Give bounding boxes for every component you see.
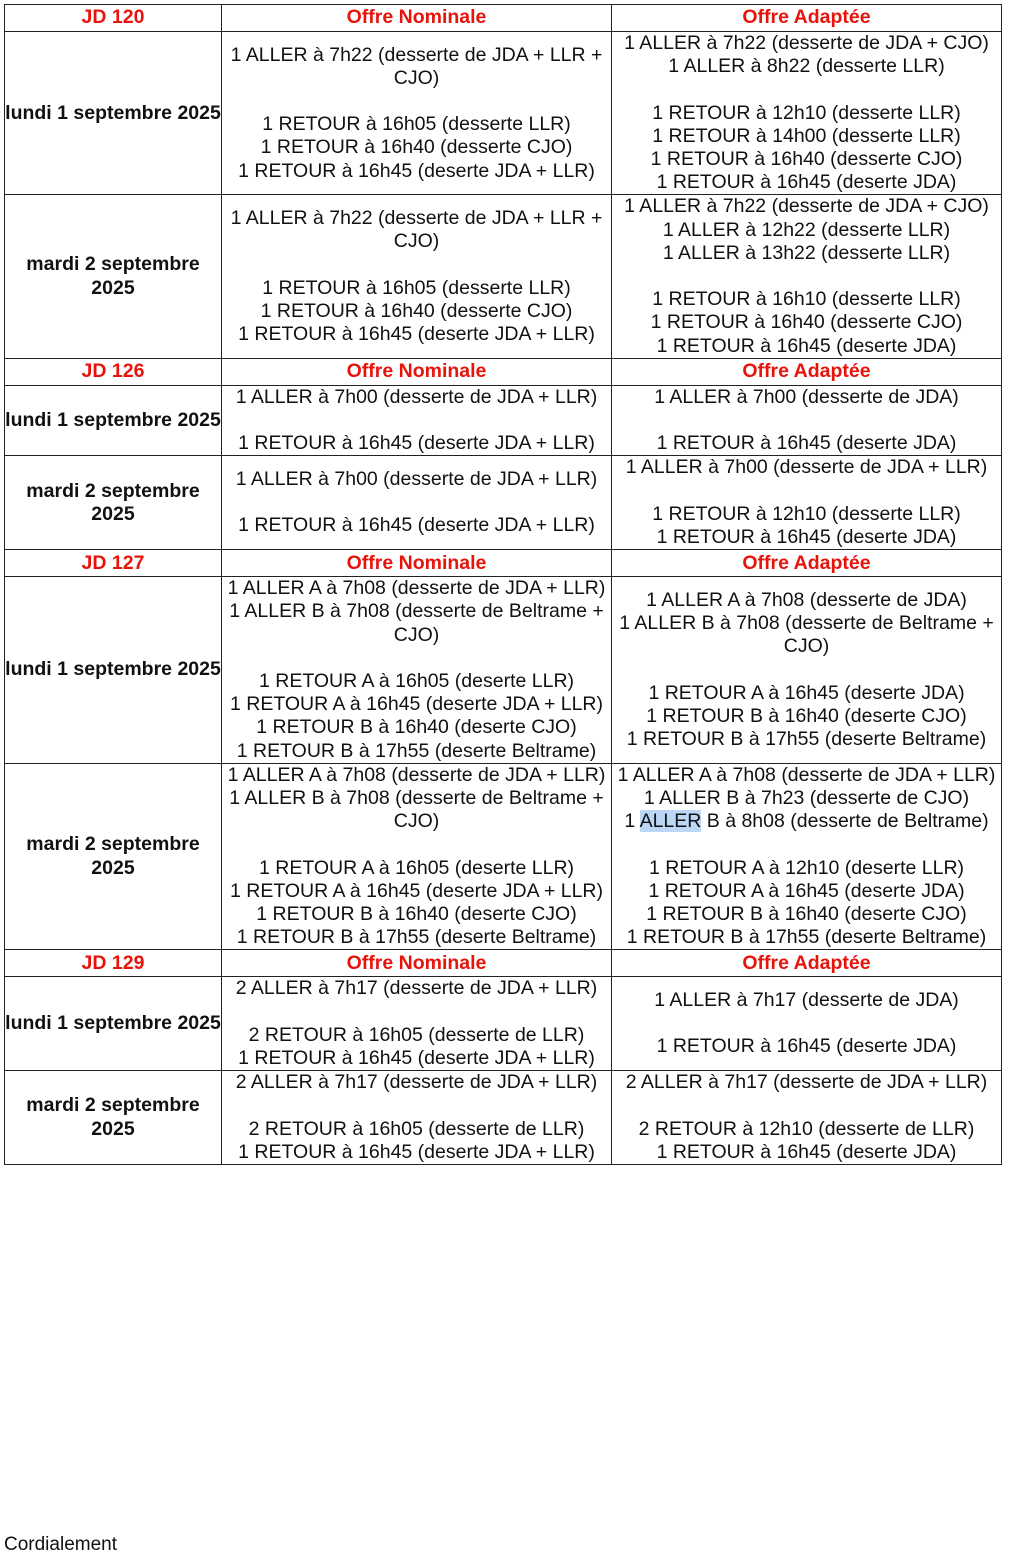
trip-line: 1 RETOUR à 16h45 (deserte JDA) — [656, 526, 957, 548]
day-label: lundi 1 septembre 2025 — [5, 977, 222, 1071]
trip-line: 1 RETOUR à 16h45 (deserte JDA + LLR) — [238, 514, 595, 537]
trip-line: 1 RETOUR B à 16h40 (deserte CJO) — [646, 903, 967, 926]
trip-line: 1 ALLER à 7h17 (desserte de JDA) — [654, 989, 959, 1012]
trip-line: 1 ALLER A à 7h08 (desserte de JDA + LLR) — [227, 763, 606, 786]
trip-line: 1 ALLER à 7h22 (desserte de JDA + CJO) — [624, 32, 989, 54]
day-row — [5, 1071, 1002, 1165]
trip-line: 1 ALLER B à 7h23 (desserte de CJO) — [643, 787, 970, 810]
trip-line: 1 RETOUR à 16h45 (deserte JDA + LLR) — [238, 323, 595, 345]
nominal-offer-cell — [222, 1071, 612, 1165]
adapted-offer-header: Offre Adaptée — [612, 5, 1002, 32]
trip-line: 1 RETOUR B à 16h40 (deserte CJO) — [646, 704, 967, 727]
trip-line: 1 ALLER à 8h22 (desserte LLR) — [668, 55, 945, 78]
adapted-offer-cell — [612, 32, 1002, 195]
spacer — [222, 1094, 611, 1117]
trip-line: 1 RETOUR A à 16h45 (deserte JDA) — [648, 681, 965, 704]
nominal-offer-cell — [222, 977, 612, 1071]
trip-line: 2 ALLER à 7h17 (desserte de JDA + LLR) — [235, 1071, 598, 1094]
adapted-offer-cell — [612, 456, 1002, 550]
trip-line: 1 RETOUR A à 16h45 (deserte JDA + LLR) — [229, 693, 604, 716]
day-row — [5, 577, 1002, 764]
day-row — [5, 385, 1002, 456]
nominal-offer-cell — [222, 763, 612, 950]
nominal-offer-header: Offre Nominale — [222, 5, 612, 32]
trip-line: 1 ALLER à 12h22 (desserte LLR) — [662, 218, 951, 241]
trip-line: 1 ALLER B à 7h08 (desserte de Beltrame + CJO) — [229, 787, 604, 833]
trip-line: 2 ALLER à 7h17 (desserte de JDA + LLR) — [235, 977, 598, 1000]
trip-line: 1 RETOUR A à 16h45 (deserte JDA) — [648, 879, 965, 902]
trip-line: 1 RETOUR B à 17h55 (deserte Beltrame) — [236, 926, 597, 949]
trip-line: 1 RETOUR à 16h45 (deserte JDA) — [656, 1035, 957, 1058]
spacer — [222, 253, 611, 276]
nominal-offer-cell — [222, 456, 612, 550]
trip-line: 1 ALLER B à 7h08 (desserte de Beltrame + CJO) — [619, 612, 994, 658]
trip-line: 1 RETOUR à 16h40 (desserte CJO) — [260, 136, 573, 159]
trip-line: 1 ALLER à 7h00 (desserte de JDA + LLR) — [625, 456, 988, 479]
section-header-row — [5, 5, 1002, 32]
trip-line: 1 ALLER B à 8h08 (desserte de Beltrame) — [624, 810, 989, 833]
trip-line: 1 RETOUR à 16h45 (deserte JDA + LLR) — [238, 1047, 595, 1070]
spacer — [222, 491, 611, 514]
day-row — [5, 456, 1002, 550]
nominal-offer-header: Offre Nominale — [222, 358, 612, 385]
trip-line: 1 RETOUR à 16h45 (deserte JDA) — [656, 1140, 957, 1163]
adapted-offer-cell — [612, 763, 1002, 950]
day-label: mardi 2 septembre 2025 — [5, 195, 222, 358]
trip-line: 2 RETOUR à 16h05 (desserte de LLR) — [248, 1023, 585, 1046]
trip-line: 1 ALLER à 7h00 (desserte de JDA + LLR) — [235, 468, 598, 490]
footer-text: Cordialement — [4, 1534, 117, 1555]
trip-line: 1 RETOUR à 16h45 (deserte JDA + LLR) — [238, 159, 595, 182]
spacer — [612, 1012, 1001, 1035]
trip-line: 1 ALLER à 7h22 (desserte de JDA + LLR + CJO) — [230, 207, 603, 253]
nominal-offer-cell — [222, 385, 612, 456]
trip-line: 1 ALLER A à 7h08 (desserte de JDA + LLR) — [227, 577, 606, 600]
section-header-row — [5, 358, 1002, 385]
trip-line: 1 RETOUR A à 12h10 (deserte LLR) — [648, 856, 965, 879]
nominal-offer-cell — [222, 577, 612, 764]
trip-line: 1 RETOUR à 16h45 (deserte JDA + LLR) — [238, 1140, 595, 1163]
line-code-header: JD 120 — [5, 5, 222, 32]
nominal-offer-header: Offre Nominale — [222, 950, 612, 977]
trip-line: 1 RETOUR B à 16h40 (deserte CJO) — [256, 716, 577, 739]
trip-line: 1 RETOUR A à 16h45 (deserte JDA + LLR) — [229, 879, 604, 902]
trip-line: 1 ALLER A à 7h08 (desserte de JDA + LLR) — [617, 763, 996, 786]
section-header-row — [5, 550, 1002, 577]
adapted-offer-cell — [612, 577, 1002, 764]
trip-line: 1 RETOUR à 16h45 (deserte JDA) — [656, 171, 957, 194]
schedule-table — [4, 4, 1002, 1165]
trip-line: 1 ALLER à 13h22 (desserte LLR) — [662, 241, 951, 264]
schedule-table-body — [5, 5, 1002, 1165]
trip-line: 2 ALLER à 7h17 (desserte de JDA + LLR) — [625, 1071, 988, 1094]
text-selection-highlight: ALLER — [639, 810, 702, 833]
trip-line: 1 RETOUR à 16h45 (deserte JDA + LLR) — [238, 432, 595, 455]
spacer — [612, 480, 1001, 503]
day-label: lundi 1 septembre 2025 — [5, 32, 222, 195]
nominal-offer-cell — [222, 195, 612, 358]
adapted-offer-cell — [612, 385, 1002, 456]
day-label: mardi 2 septembre 2025 — [5, 1071, 222, 1165]
adapted-offer-header: Offre Adaptée — [612, 950, 1002, 977]
section-header-row — [5, 950, 1002, 977]
day-label: mardi 2 septembre 2025 — [5, 763, 222, 950]
day-row — [5, 32, 1002, 195]
spacer — [222, 1001, 611, 1024]
trip-line: 1 RETOUR à 16h40 (desserte CJO) — [650, 148, 963, 170]
trip-line: 1 RETOUR à 16h45 (deserte JDA) — [656, 334, 957, 357]
trip-line: 1 RETOUR à 16h40 (desserte CJO) — [650, 311, 963, 334]
day-row — [5, 763, 1002, 950]
day-label: lundi 1 septembre 2025 — [5, 385, 222, 456]
day-row — [5, 977, 1002, 1071]
nominal-offer-header: Offre Nominale — [222, 550, 612, 577]
trip-line: 1 ALLER à 7h00 (desserte de JDA + LLR) — [235, 385, 598, 408]
trip-line: 1 RETOUR à 16h05 (desserte LLR) — [262, 113, 571, 136]
spacer — [222, 647, 611, 670]
spacer — [612, 409, 1001, 432]
trip-line: 1 ALLER à 7h22 (desserte de JDA + LLR + CJO) — [230, 43, 603, 89]
trip-line: 1 RETOUR à 12h10 (desserte LLR) — [652, 502, 961, 525]
spacer — [222, 833, 611, 856]
trip-line: 1 RETOUR à 16h40 (desserte CJO) — [260, 299, 573, 322]
spacer — [612, 78, 1001, 101]
line-code-header: JD 126 — [5, 358, 222, 385]
line-code-header: JD 127 — [5, 550, 222, 577]
day-label: mardi 2 septembre 2025 — [5, 456, 222, 550]
spacer — [612, 833, 1001, 856]
adapted-offer-cell — [612, 977, 1002, 1071]
spacer — [612, 265, 1001, 288]
nominal-offer-cell — [222, 32, 612, 195]
trip-line: 1 RETOUR B à 17h55 (deserte Beltrame) — [626, 728, 987, 750]
trip-line: 1 RETOUR à 16h05 (desserte LLR) — [262, 276, 571, 299]
day-row — [5, 195, 1002, 358]
spacer — [222, 90, 611, 113]
trip-line: 1 RETOUR à 12h10 (desserte LLR) — [652, 101, 961, 124]
trip-line: 1 RETOUR A à 16h05 (deserte LLR) — [258, 856, 575, 879]
trip-line: 1 RETOUR B à 17h55 (deserte Beltrame) — [236, 739, 597, 762]
trip-line: 1 ALLER A à 7h08 (desserte de JDA) — [646, 588, 967, 611]
line-code-header: JD 129 — [5, 950, 222, 977]
trip-line: 2 RETOUR à 16h05 (desserte de LLR) — [248, 1117, 585, 1140]
adapted-offer-header: Offre Adaptée — [612, 550, 1002, 577]
trip-line: 1 RETOUR B à 17h55 (deserte Beltrame) — [626, 926, 987, 949]
adapted-offer-header: Offre Adaptée — [612, 358, 1002, 385]
trip-line: 1 RETOUR à 16h45 (deserte JDA) — [656, 432, 957, 455]
trip-line: 1 ALLER B à 7h08 (desserte de Beltrame + CJO) — [229, 600, 604, 646]
trip-line: 2 RETOUR à 12h10 (desserte de LLR) — [638, 1117, 975, 1140]
trip-line: 1 ALLER à 7h00 (desserte de JDA) — [654, 385, 959, 408]
trip-line: 1 RETOUR à 16h10 (desserte LLR) — [652, 288, 961, 311]
trip-line: 1 RETOUR B à 16h40 (deserte CJO) — [256, 903, 577, 926]
trip-line: 1 RETOUR à 14h00 (desserte LLR) — [652, 124, 961, 147]
spacer — [612, 658, 1001, 681]
day-label: lundi 1 septembre 2025 — [5, 577, 222, 764]
trip-line: 1 ALLER à 7h22 (desserte de JDA + CJO) — [624, 195, 989, 218]
trip-line: 1 RETOUR A à 16h05 (deserte LLR) — [258, 670, 575, 692]
adapted-offer-cell — [612, 195, 1002, 358]
spacer — [222, 409, 611, 432]
adapted-offer-cell — [612, 1071, 1002, 1165]
spacer — [612, 1094, 1001, 1117]
